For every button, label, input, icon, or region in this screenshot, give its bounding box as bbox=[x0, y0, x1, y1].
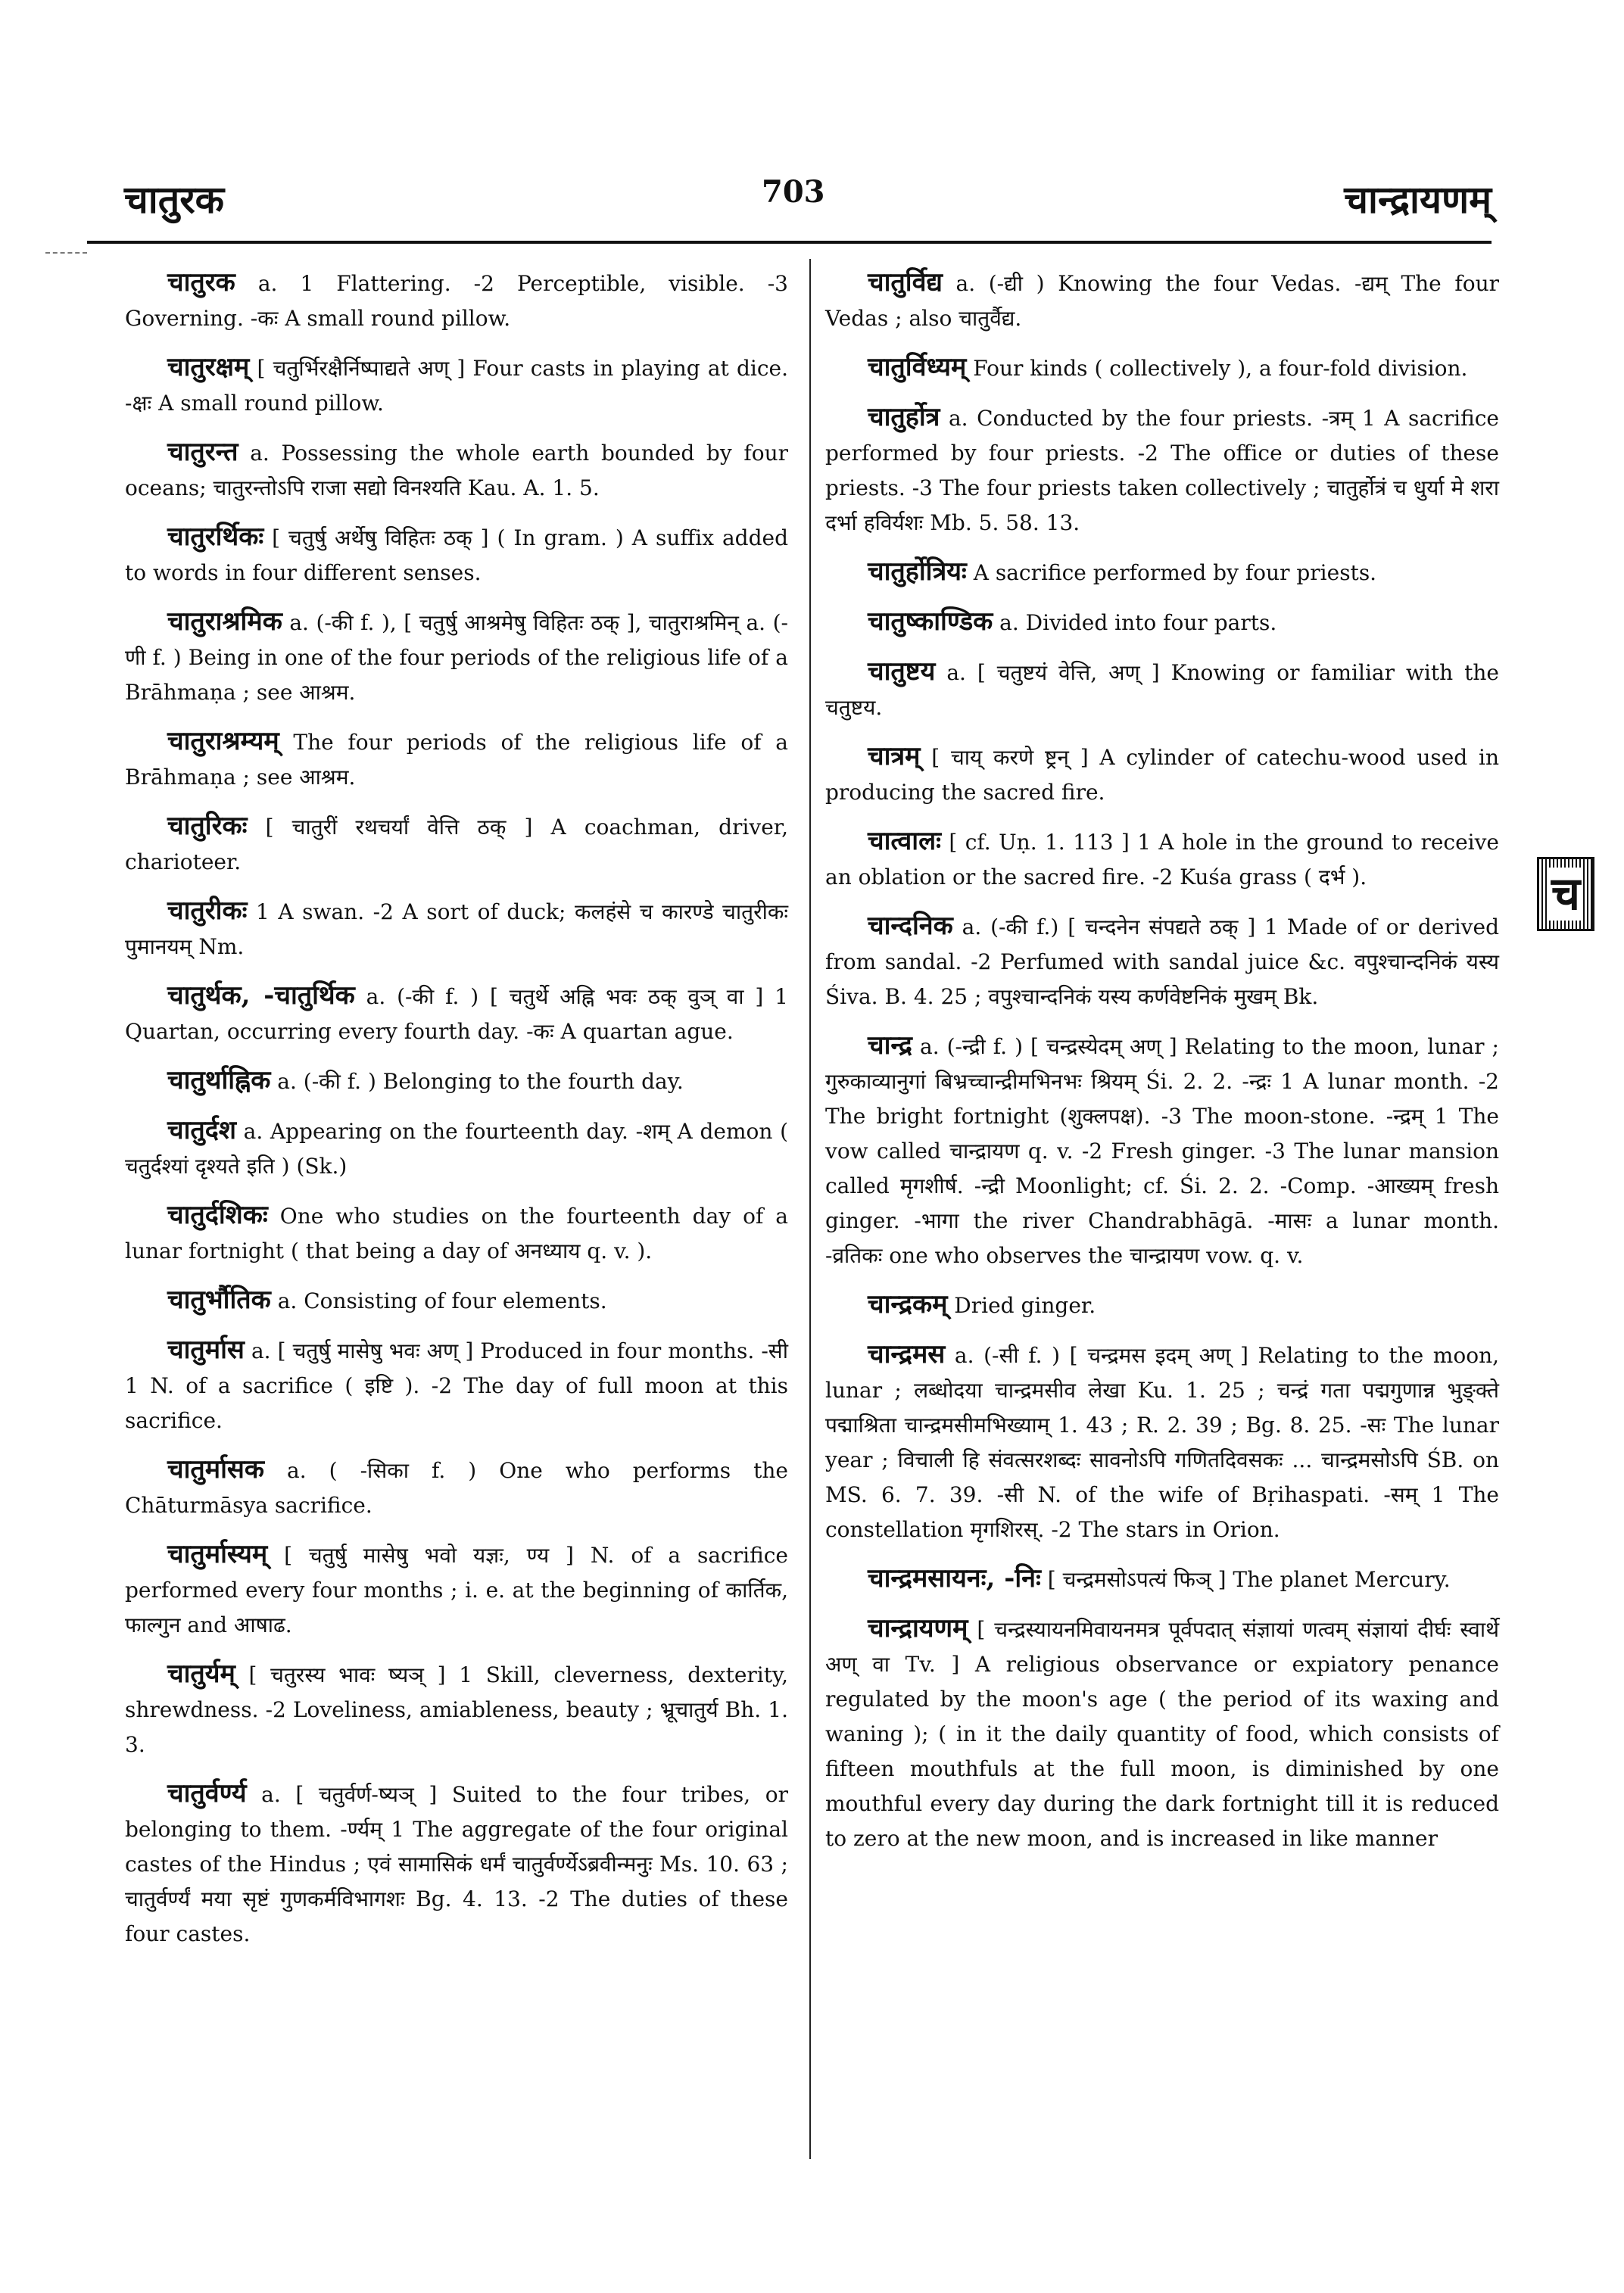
entry-headword: चान्द्रमसायनः, -निः bbox=[868, 1563, 1041, 1594]
entry-headword: चातुरक bbox=[167, 267, 235, 298]
entry-definition: [ चतुर्षु अर्थेषु विहितः ठक् ] ( In gram. ) A suffix added to words in four different senses. bbox=[125, 525, 788, 585]
dictionary-entry bbox=[825, 739, 1499, 810]
entry-headword: चातुष्काण्डिक bbox=[868, 606, 993, 637]
dictionary-entry bbox=[825, 1611, 1499, 1856]
dictionary-entry bbox=[125, 1282, 788, 1319]
dictionary-entry bbox=[825, 908, 1499, 1014]
dictionary-entry bbox=[125, 1537, 788, 1643]
entry-headword: चातुष्टय bbox=[868, 656, 936, 687]
entry-definition: a. (-की f. ) [ चतुर्थे अह्नि भवः ठक् वुञ् वा ] 1 Quartan, occurring every fourth day. -कः A quartan ague. bbox=[125, 984, 788, 1044]
dictionary-entry bbox=[125, 265, 788, 336]
entry-headword: चातुर्विद्य bbox=[868, 267, 943, 298]
entry-headword: चातुरीकः bbox=[167, 896, 248, 926]
entry-headword: चात्वालः bbox=[868, 826, 942, 856]
entry-definition: a. (-न्द्री f. ) [ चन्द्रस्येदम् अण् ] Relating to the moon, lunar ; गुरुकाव्यानुगां बिभ्रच्चान्द्रीमभिनभः श्रियम् Śi. 2. 2. -न्द्रः 1 A lunar month. -2 The bright fortnight (शुक्लपक्ष). -3 The moon-stone. -न्द्रम् 1 The vow called चान्द्रायण q. v. -2 Fresh ginger. -3 The lunar mansion called मृगशीर्ष. -न्द्री Moonlight; cf. Śi. 2. 2. -Comp. -आख्यम् fresh ginger. -भागा the river Chandrabhāgā. -मासः a lunar month. -व्रतिकः one who observes the चान्द्रायण vow. q. v. bbox=[825, 1034, 1499, 1268]
thumb-index-tab bbox=[1537, 857, 1594, 931]
dictionary-entry bbox=[825, 1287, 1499, 1323]
entry-headword: चान्द्रायणम् bbox=[868, 1613, 968, 1643]
entry-headword: चातुर्दश bbox=[167, 1115, 236, 1145]
entry-definition: a. [ चतुर्षु मासेषु भवः अण् ] Produced in four months. -सी 1 N. of a sacrifice ( इष्टि ). -2 The day of full moon at this sacrifice. bbox=[125, 1338, 788, 1433]
dictionary-entry bbox=[825, 400, 1499, 541]
header-rule-dash bbox=[45, 252, 87, 254]
entry-definition: A sacrifice performed by four priests. bbox=[966, 560, 1377, 585]
dictionary-entry bbox=[825, 604, 1499, 640]
entry-headword: चातुरिकः bbox=[167, 811, 248, 841]
dictionary-entry bbox=[125, 808, 788, 880]
entry-definition: a. (-की f. ), [ चतुर्षु आश्रमेषु विहितः ठक् ], चातुराश्रमिन् a. (-णी f. ) Being in one of the four periods of the religious life of a Brāhmaṇa ; see आश्रम. bbox=[125, 610, 788, 705]
entry-definition: One who studies on the fourteenth day of a lunar fortnight ( that being a day of अनध्याय q. v. ). bbox=[125, 1204, 788, 1263]
entry-headword: चान्दनिक bbox=[868, 911, 953, 941]
entry-headword: चातुर्थक, -चातुर्थिक bbox=[167, 980, 355, 1011]
left-column bbox=[125, 265, 788, 1965]
entry-definition: Four kinds ( collectively ), a four-fold division. bbox=[966, 356, 1468, 381]
dictionary-entry bbox=[825, 654, 1499, 725]
dictionary-entry bbox=[825, 1561, 1499, 1597]
entry-definition: [ चातुरीं रथचर्यां वेत्ति ठक् ] A coachman, driver, charioteer. bbox=[125, 815, 788, 874]
entry-headword: चातुर्मासक bbox=[167, 1454, 265, 1485]
entry-definition: [ चतुरस्य भावः ष्यञ् ] 1 Skill, cleverness, dexterity, shrewdness. -2 Loveliness, amiableness, beauty ; भ्रूचातुर्य Bh. 1. 3. bbox=[125, 1662, 788, 1757]
entry-definition: [ चतुर्षु मासेषु भवो यज्ञः, ण्य ] N. of a sacrifice performed every four months ; i. e. at the beginning of कार्तिक, फाल्गुन and आषाढ. bbox=[125, 1543, 788, 1637]
entry-definition: a. [ चतुर्वर्ण-ष्यञ् ] Suited to the four tribes, or belonging to them. -र्ण्यम् 1 The aggregate of the four original castes of the Hindus ; एवं सामासिकं धर्मं चातुर्वर्ण्येऽब्रवीन्मनुः Ms. 10. 63 ; चातुर्वर्ण्यं मया सृष्टं गुणकर्मविभागशः Bg. 4. 13. -2 The duties of these four castes. bbox=[125, 1782, 788, 1946]
dictionary-entry bbox=[125, 1113, 788, 1184]
entry-definition: [ चाय् करणे ष्ट्रन् ] A cylinder of catechu-wood used in producing the sacred fire. bbox=[825, 745, 1499, 805]
entry-headword: चातुरन्त bbox=[167, 437, 238, 467]
entry-definition: a. (-की f.) [ चन्दनेन संपद्यते ठक् ] 1 Made of or derived from sandal. -2 Perfumed with sandal juice &c. वपुश्चान्दनिकं यस्य Śiva. B. 4. 25 ; वपुश्चान्दनिकं यस्य कर्णवेष्टनिकं मुखम् Bk. bbox=[825, 914, 1499, 1009]
dictionary-entry bbox=[825, 350, 1499, 386]
entry-headword: चान्द्रमस bbox=[868, 1339, 946, 1369]
entry-definition: [ चतुर्भिरक्षैर्निष्पाद्यते अण् ] Four casts in playing at dice. -क्षः A small round pillow. bbox=[125, 356, 788, 416]
entry-definition: a. Appearing on the fourteenth day. -शम् A demon ( चतुर्दश्यां दृश्यते इति ) (Sk.) bbox=[125, 1119, 788, 1179]
entry-headword: चातुरक्षम् bbox=[167, 352, 250, 382]
entry-headword: चातुराश्रम्यम् bbox=[167, 726, 279, 756]
page-number: 703 bbox=[762, 174, 825, 210]
entry-definition: a. ( -सिका f. ) One who performs the Chāturmāsya sacrifice. bbox=[125, 1458, 788, 1518]
dictionary-entry bbox=[125, 435, 788, 506]
entry-definition: a. (-द्यी ) Knowing the four Vedas. -द्यम् The four Vedas ; also चातुर्वैद्य. bbox=[825, 271, 1499, 331]
entry-headword: चान्द्र bbox=[868, 1030, 912, 1061]
dictionary-entry bbox=[125, 604, 788, 710]
entry-definition: [ cf. Uṇ. 1. 113 ] 1 A hole in the ground to receive an oblation or the sacred fire. -2 Kuśa grass ( दर्भ ). bbox=[825, 830, 1499, 889]
entry-headword: चातुर्होत्रियः bbox=[868, 556, 967, 587]
dictionary-entry bbox=[825, 554, 1499, 590]
right-column bbox=[825, 265, 1499, 1870]
dictionary-entry bbox=[825, 824, 1499, 895]
entry-definition: 1 A swan. -2 A sort of duck; कलहंसे च कारण्डे चातुरीकः पुमानयम् Nm. bbox=[125, 899, 788, 959]
dictionary-entry bbox=[125, 893, 788, 964]
entry-definition: a. Consisting of four elements. bbox=[270, 1288, 607, 1313]
entry-headword: चातुर्मास bbox=[167, 1335, 245, 1365]
thumb-index-letter: च bbox=[1548, 868, 1583, 921]
dictionary-entry bbox=[125, 1332, 788, 1438]
entry-headword: चात्रम् bbox=[868, 741, 921, 771]
entry-headword: चातुर्वर्ण्य bbox=[167, 1778, 247, 1809]
dictionary-entry bbox=[125, 1452, 788, 1523]
entry-headword: चातुर्भौतिक bbox=[167, 1285, 271, 1315]
entry-definition: a. (-की f. ) Belonging to the fourth day. bbox=[270, 1069, 684, 1094]
entry-headword: चातुर्यम् bbox=[167, 1659, 235, 1689]
entry-definition: The four periods of the religious life of a Brāhmaṇa ; see आश्रम. bbox=[125, 730, 788, 790]
entry-headword: चान्द्रकम् bbox=[868, 1289, 948, 1319]
entry-headword: चातुरर्थिकः bbox=[167, 522, 264, 552]
entry-headword: चातुराश्रमिक bbox=[167, 606, 282, 637]
dictionary-entry bbox=[825, 1337, 1499, 1547]
entry-headword: चातुर्मास्यम् bbox=[167, 1539, 268, 1569]
dictionary-entry bbox=[125, 724, 788, 795]
dictionary-entry bbox=[825, 265, 1499, 336]
entry-definition: [ चन्द्रमसोऽपत्यं फिञ् ] The planet Mercury. bbox=[1040, 1567, 1451, 1592]
dictionary-entry bbox=[125, 350, 788, 421]
entry-headword: चातुर्होत्र bbox=[868, 402, 940, 432]
dictionary-entry bbox=[125, 1063, 788, 1099]
entry-definition: Dried ginger. bbox=[947, 1293, 1096, 1318]
dictionary-entry bbox=[125, 1656, 788, 1762]
entry-definition: a. 1 Flattering. -2 Perceptible, visible. -3 Governing. -कः A small round pillow. bbox=[125, 271, 788, 331]
dictionary-entry bbox=[125, 978, 788, 1049]
entry-headword: चातुर्दशिकः bbox=[167, 1200, 268, 1230]
right-running-head: चान्द्रायणम् bbox=[1344, 177, 1492, 222]
dictionary-entry bbox=[125, 1198, 788, 1269]
entry-definition: a. Possessing the whole earth bounded by four oceans; चातुरन्तोऽपि राजा सद्यो विनश्यति Kau. A. 1. 5. bbox=[125, 441, 788, 500]
dictionary-entry bbox=[825, 1028, 1499, 1273]
entry-definition: a. Conducted by the four priests. -त्रम् 1 A sacrifice performed by four priests. -2 The office or duties of these priests. -3 The four priests taken collectively ; चातुर्होत्रं च धुर्या मे शरा दर्भा हविर्यशः Mb. 5. 58. 13. bbox=[825, 406, 1499, 535]
page-header bbox=[0, 0, 1624, 242]
entry-definition: a. Divided into four parts. bbox=[993, 610, 1277, 635]
entry-headword: चातुर्विध्यम् bbox=[868, 352, 967, 382]
header-rule bbox=[87, 241, 1492, 244]
dictionary-entry bbox=[125, 519, 788, 590]
dictionary-entry bbox=[125, 1776, 788, 1952]
entry-definition: [ चन्द्रस्यायनमिवायनमत्र पूर्वपदात् संज्ञायां णत्वम् संज्ञायां दीर्घः स्वार्थे अण् वा Tv. ] A religious observance or expiatory penance regulated by the moon's age ( the period of its waxing and waning ); ( in it the daily quantity of food, which consists of fifteen mouthfuls at the full moon, is diminished by one mouthful every day during the dark fortnight till it is reduced to zero at the new moon, and is increased in like manner bbox=[825, 1617, 1499, 1851]
entry-definition: a. (-सी f. ) [ चन्द्रमस इदम् अण् ] Relating to the moon, lunar ; लब्धोदया चान्द्रमसीव लेखा Ku. 1. 25 ; चन्द्रं गता पद्मगुणान्न भुङ्क्ते पद्माश्रिता चान्द्रमसीमभिख्याम् 1. 43 ; R. 2. 39 ; Bg. 8. 25. -सः The lunar year ; विचाली हि संवत्सरशब्दः सावनोऽपि गणितदिवसकः ... चान्द्रमसोऽपि ŚB. on MS. 6. 7. 39. -सी N. of the wife of Bṛihaspati. -सम् 1 The constellation मृगशिरस्. -2 The stars in Orion. bbox=[825, 1343, 1499, 1542]
entry-headword: चातुर्थाह्निक bbox=[167, 1065, 271, 1095]
column-divider bbox=[809, 259, 811, 2159]
left-running-head: चातुरक bbox=[124, 177, 225, 222]
entry-definition: a. [ चतुष्टयं वेत्ति, अण् ] Knowing or familiar with the चतुष्टय. bbox=[825, 660, 1499, 720]
